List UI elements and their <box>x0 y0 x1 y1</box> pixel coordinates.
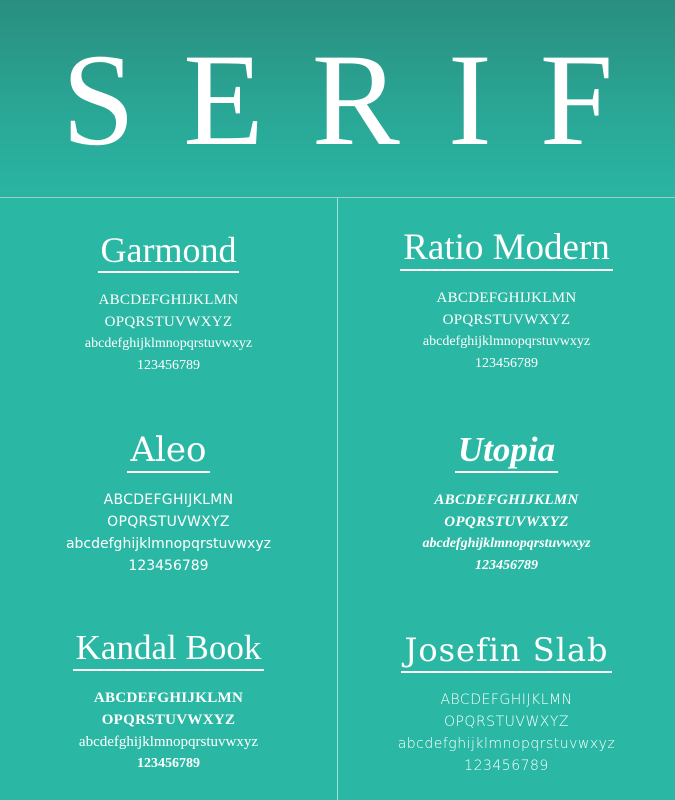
header-banner <box>0 0 675 198</box>
glyph-sample <box>0 489 337 577</box>
uppercase-line-2: OPQRSTUVWXYZ <box>443 714 570 730</box>
font-name: Ratio Modern <box>400 228 613 271</box>
uppercase-line-2: OPQRSTUVWXYZ <box>104 314 233 330</box>
uppercase-line-1: ABCDEFGHIJKLMN <box>436 290 577 306</box>
font-sample-kandal-book <box>0 628 337 775</box>
uppercase-line-1: ABCDEFGHIJKLMN <box>434 492 579 508</box>
digits-line: 123456789 <box>128 558 209 574</box>
font-sample-utopia <box>338 430 675 577</box>
font-name: Utopia <box>455 430 558 473</box>
poster-title: SERIF <box>61 26 662 173</box>
glyph-sample <box>338 287 675 375</box>
font-name: Kandal Book <box>73 628 265 671</box>
digits-line: 123456789 <box>475 356 538 371</box>
font-name: Aleo <box>127 430 209 473</box>
font-sample-josefin-slab <box>338 630 675 777</box>
lowercase-line: abcdefghijklmnopqrstuvwxyz <box>422 536 591 551</box>
font-name: Josefin Slab <box>401 630 611 673</box>
font-name: Garmond <box>98 230 240 273</box>
uppercase-line-2: OPQRSTUVWXYZ <box>444 514 569 530</box>
lowercase-line: abcdefghijklmnopqrstuvwxyz <box>84 336 253 351</box>
uppercase-line-1: ABCDEFGHIJKLMN <box>440 692 573 708</box>
lowercase-line: abcdefghijklmnopqrstuvwxyz <box>422 334 591 349</box>
digits-line: 123456789 <box>137 756 200 771</box>
uppercase-line-2: OPQRSTUVWXYZ <box>101 712 236 728</box>
font-sample-aleo <box>0 430 337 577</box>
font-sample-ratio-modern <box>338 228 675 375</box>
uppercase-line-1: ABCDEFGHIJKLMN <box>103 492 234 508</box>
lowercase-line: abcdefghijklmnopqrstuvwxyz <box>397 736 616 752</box>
uppercase-line-2: OPQRSTUVWXYZ <box>442 312 571 328</box>
digits-line: 123456789 <box>137 358 200 373</box>
font-sample-garmond <box>0 230 337 377</box>
digits-line: 123456789 <box>464 758 549 774</box>
digits-line: 123456789 <box>475 558 538 573</box>
glyph-sample <box>0 289 337 377</box>
glyph-sample <box>338 689 675 777</box>
glyph-sample <box>0 687 337 775</box>
uppercase-line-2: OPQRSTUVWXYZ <box>107 514 230 530</box>
glyph-sample <box>338 489 675 577</box>
uppercase-line-1: ABCDEFGHIJKLMN <box>93 690 244 706</box>
uppercase-line-1: ABCDEFGHIJKLMN <box>98 292 239 308</box>
lowercase-line: abcdefghijklmnopqrstuvwxyz <box>78 734 259 750</box>
lowercase-line: abcdefghijklmnopqrstuvwxyz <box>65 536 272 552</box>
